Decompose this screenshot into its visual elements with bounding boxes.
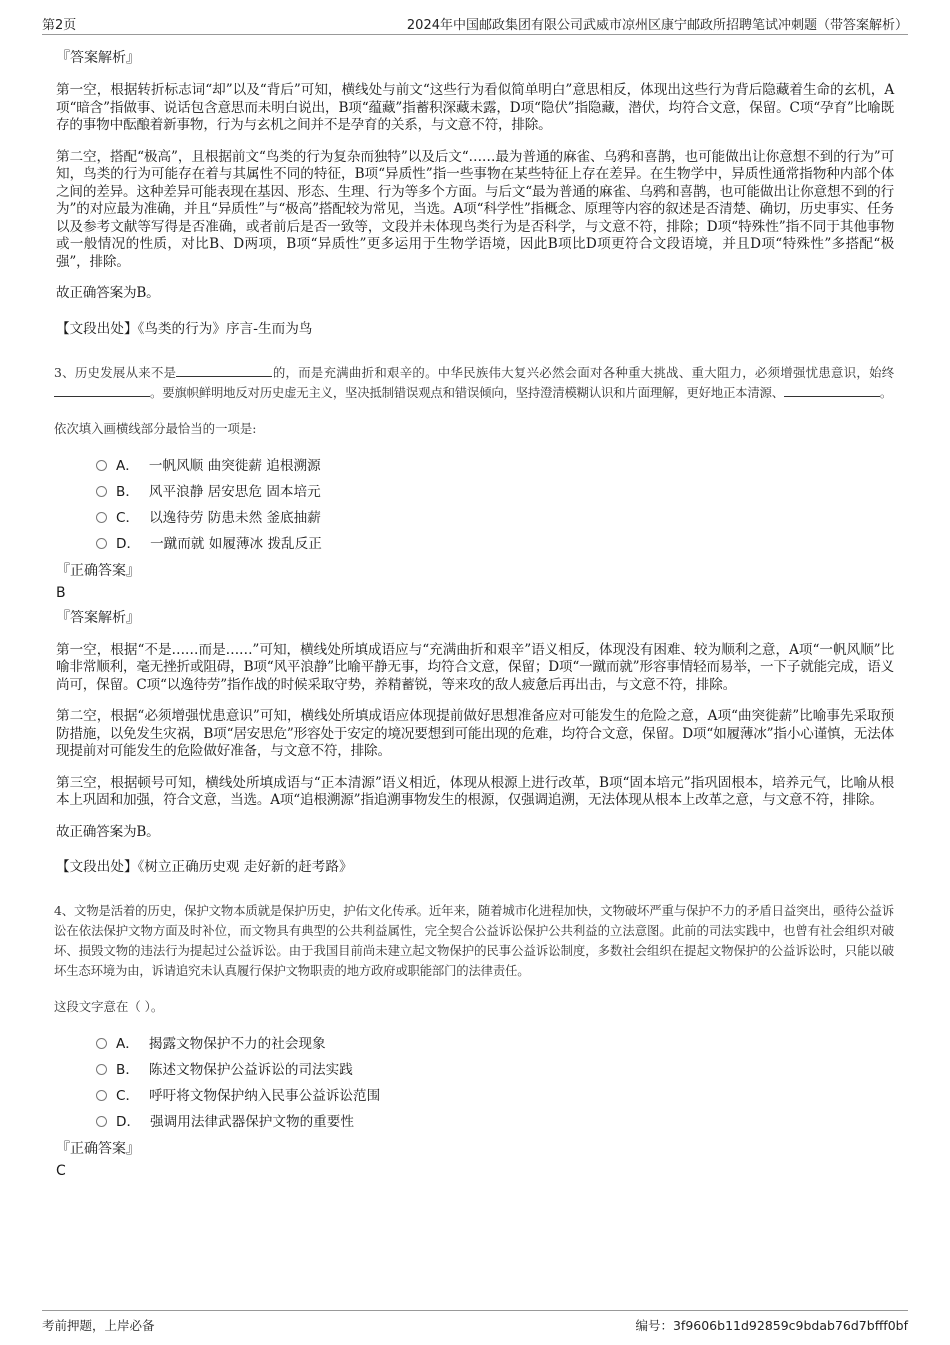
option-c[interactable]: C． 以逸待劳 防患未然 釜底抽薪 bbox=[96, 503, 894, 529]
option-b[interactable]: B． 陈述文物保护公益诉讼的司法实践 bbox=[96, 1055, 894, 1081]
analysis-tag: 『答案解析』 bbox=[56, 609, 140, 626]
radio-button[interactable] bbox=[96, 486, 107, 497]
footer-slogan: 考前押题，上岸必备 bbox=[42, 1318, 155, 1333]
option-list bbox=[96, 451, 894, 555]
correct-answer: B bbox=[56, 584, 66, 601]
main-content bbox=[56, 40, 894, 1184]
correct-answer-tag: 『正确答案』 bbox=[56, 1141, 140, 1157]
radio-button[interactable] bbox=[96, 460, 107, 471]
option-list bbox=[96, 1029, 894, 1133]
source-citation: 【文段出处】《树立正确历史观 走好新的赶考路》 bbox=[56, 859, 353, 875]
fill-blank bbox=[176, 363, 272, 377]
document-title: 2024年中国邮政集团有限公司武威市凉州区康宁邮政所招聘笔试冲刺题（带答案解析） bbox=[406, 18, 908, 33]
analysis-paragraph: 第二空，根据“必须增强忧患意识”可知，横线处所填成语应体现提前做好思想准备应对可能发生的危险之意，A项“曲突徙薪”比喻事先采取预防措施，以免发生灾祸，B项“居安思危”形容处于安定的境况要想到可能出现的危难，均符合文意，保留。D项“如履薄冰”指小心谨慎，无法体现提前对可能发生的危险做好准备，与文意不符，排除。 bbox=[56, 708, 894, 759]
source-citation: 【文段出处】《鸟类的行为》序言-生而为鸟 bbox=[56, 320, 313, 337]
page-footer bbox=[42, 1310, 908, 1335]
radio-button[interactable] bbox=[96, 1038, 107, 1049]
conclusion: 故正确答案为B。 bbox=[56, 285, 160, 301]
question-prompt: 依次填入画横线部分最恰当的一项是: bbox=[54, 420, 257, 436]
correct-answer: C bbox=[56, 1163, 66, 1179]
radio-button[interactable] bbox=[96, 1116, 107, 1127]
analysis-paragraph: 第一空，根据“不是……而是……”可知，横线处所填成语应与“充满曲折和艰辛”语义相反，体现没有困难、较为顺利之意，A项“一帆风顺”比喻非常顺利，毫无挫折或阻碍，B项“风平浪静”比喻平静无事，均符合文意，保留；D项“一蹴而就”形容事情轻而易举，一下子就能完成，语义尚可，保留。C项“以逸待劳”指作战的时候采取守势，养精蓄锐，等来攻的敌人疲惫后再出击，与文意不符，排除。 bbox=[56, 641, 894, 693]
page-header bbox=[42, 10, 908, 35]
document-code: 编号：3f9606b11d92859c9bdab76d7bfff0bf bbox=[635, 1318, 908, 1333]
radio-button[interactable] bbox=[96, 1064, 107, 1075]
analysis-tag: 『答案解析』 bbox=[56, 50, 140, 66]
analysis-paragraph: 第三空，根据顿号可知，横线处所填成语与“正本清源”语义相近，体现从根源上进行改革，B项“固本培元”指巩固根本，培养元气，比喻从根本上巩固和加强，符合文意，当选。A项“追根溯源”指追溯事物发生的根源，仅强调追溯，无法体现从根本上改革之意，与文意不符，排除。 bbox=[56, 774, 894, 808]
option-b[interactable]: B． 风平浪静 居安思危 固本培元 bbox=[96, 477, 894, 503]
radio-button[interactable] bbox=[96, 538, 107, 549]
question-stem: 3、历史发展从来不是 的，而是充满曲折和艰辛的。中华民族伟大复兴必然会面对各种重大挑战、重大阻力，必须增强忧患意识，始终。要旗帜鲜明地反对历史虚无主义，坚决抵制错误观点和错误倾向，坚持澄清模糊认识和片面理解，更好地正本清源、 。 bbox=[54, 364, 894, 400]
option-a[interactable]: A． 揭露文物保护不力的社会现象 bbox=[96, 1029, 894, 1055]
fill-blank bbox=[784, 383, 880, 397]
conclusion: 故正确答案为B。 bbox=[56, 823, 160, 840]
analysis-paragraph: 第一空，根据转折标志词“却”以及“背后”可知，横线处与前文“这些行为看似简单明白”意思相反，体现出这些行为背后隐藏着生命的玄机，A项“暗含”指做事、说话包含意思而未明白说出，B项“蕴藏”指蓄积深藏未露，D项“隐伏”指隐藏，潜伏，均符合文意，保留。C项“孕育”比喻既存的事物中酝酿着新事物，行为与玄机之间并不是孕育的关系，与文意不符，排除。 bbox=[56, 82, 894, 133]
option-d[interactable]: D． 强调用法律武器保护文物的重要性 bbox=[96, 1107, 894, 1133]
radio-button[interactable] bbox=[96, 1090, 107, 1101]
radio-button[interactable] bbox=[96, 512, 107, 523]
question-stem: 4、文物是活着的历史，保护文物本质就是保护历史，护佑文化传承。近年来，随着城市化进程加快，文物破坏严重与保护不力的矛盾日益突出，亟待公益诉讼在依法保护文物方面及时补位，而文物具有典型的公共利益属性，完全契合公益诉讼保护公共利益的立法意图。此前的司法实践中，也曾有社会组织对破坏、损毁文物的违法行为提起过公益诉讼。由于我国目前尚未建立起文物保护的民事公益诉讼制度，多数社会组织在提起文物保护的公益诉讼时，只能以破坏生态环境为由，诉请追究未认真履行保护文物职责的地方政府或职能部门的法律责任。 bbox=[54, 903, 894, 978]
option-c[interactable]: C． 呼吁将文物保护纳入民事公益诉讼范围 bbox=[96, 1081, 894, 1107]
question-prompt: 这段文字意在（ ）。 bbox=[54, 999, 164, 1014]
option-d[interactable]: D． 一蹴而就 如履薄冰 拨乱反正 bbox=[96, 529, 894, 555]
option-a[interactable]: A． 一帆风顺 曲突徙薪 追根溯源 bbox=[96, 451, 894, 477]
correct-answer-tag: 『正确答案』 bbox=[56, 562, 140, 579]
analysis-paragraph: 第二空，搭配“极高”，且根据前文“鸟类的行为复杂而独特”以及后文“……最为普通的麻雀、乌鸦和喜鹊，也可能做出让你意想不到的行为”可知，鸟类的行为可能存在着与其属性不同的特征，B项“异质性”指一些事物在某些特征上存在差异。在生物学中，异质性通常指物种内部个体之间的差异。这种差异可能表现在基因、形态、生理、行为等多个方面。与后文“最为普通的麻雀、乌鸦和喜鹊，也可能做出让你意想不到的行为”的对应最为准确，并且“异质性”与“极高”搭配较为常见，当选。A项“科学性”指概念、原理等内容的叙述是否清楚、确切，历史事实、任务以及参考文献等写得是否准确，或者前后是否一致等，文段并未体现鸟类行为是否科学，与文意不符，排除；D项“特殊性”指不同于其他事物或一般情况的性质，对比B、D两项，B项“异质性”更多运用于生物学语境，因此B项比D项更符合文段语境，并且D项“特殊性”多搭配“极强”，排除。 bbox=[56, 148, 894, 270]
page-number: 第2页 bbox=[42, 18, 77, 33]
fill-blank bbox=[54, 383, 150, 397]
